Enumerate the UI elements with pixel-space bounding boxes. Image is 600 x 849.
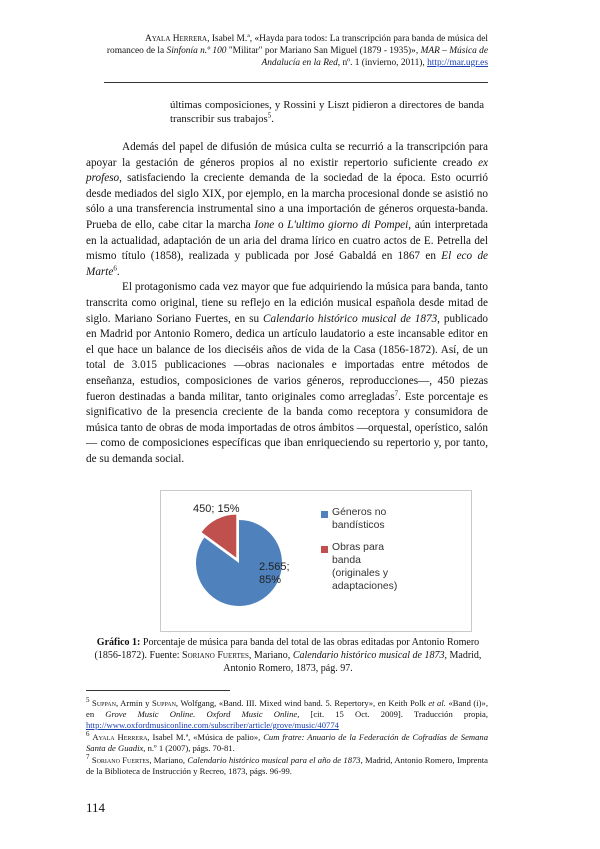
fn5-text-2: , Wolfgang, «Band. III. Mixed wind band. 5. Repertory», en Keith Polk [175,698,429,708]
fn5-italic-1: et al. [428,698,446,708]
fn5-italic-2: Grove Music Online. Oxford Music Online [105,709,298,719]
fn5-text-3: «Band (i)», en [86,698,488,719]
slice-label-text-1: 450; 15% [193,503,240,515]
p2-text-2: , publicado en Madrid por Antonio Romero, dedica un artículo laudatorio a este incansable editor en el que hace un balance de los dieciséis años de vida de la Casa (1856-1872). Así, de un total de 3.015 publicaciones —obras nacionales e importadas entre métodos de enseñanza, estudios, composiciones de varios géneros, reproducciones—, 450 piezas fueron destinadas a banda militar, tanto originales como arregladas [86,312,489,403]
footnote-num-5: 5 [86,696,90,705]
caption-text-1: Porcentaje de música para banda del total de las obras editadas por Antonio Romero (1856-1872). Fuente: [94,637,480,661]
p2-text-3: . Este porcentaje es significativo de la presencia creciente de la banda como receptora y consumidora de música tanto de obras de moda importadas de otros ámbitos —orquestal, operístico, salón— como de composiciones específicas que iban enriqueciendo su repertorio y, por tanto, de su demanda social. [86,390,488,465]
legend-1-line-0: Obras para [332,542,384,553]
figure-caption [90,636,486,675]
block-quote: últimas composiciones, y Rossini y Liszt pidieron a directores de banda transcribir sus trabajos$^5$. [170,99,484,125]
legend-0-line-1: bandísticos [332,520,385,531]
header-line1: , Isabel M.ª, «Hayda para todos: La transcripción para banda de música del [207,34,488,44]
legend-1-line-2: (originales y [332,568,389,579]
footnote-ref-5[interactable]: 5 [267,111,272,120]
footnote-7 [86,755,488,777]
p1-text-2: , satisfaciendo la creciente demanda de la sociedad de la época. Esto ocurrió desde mediados del siglo XIX, por ejemplo, en la marcha procesional donde se asistió no sólo a una transferencia instrumental sino a una importación de géneros orquesta-banda. Prueba de ello, cabe citar la marcha [86,172,488,231]
slice-label-banda [193,503,239,516]
legend-1-line-1: banda [332,555,361,566]
caption-label: Gráfico 1: [96,637,141,648]
footnote-5 [86,698,488,731]
fn5-author-1: Suppan [92,698,116,708]
fn6-text-2: , n.º 1 (2007), págs. 70-81. [143,743,235,753]
pie-chart [160,490,472,632]
header-link[interactable]: http://mar.ugr.es [427,58,488,68]
header-line3: , nº. 1 (invierno, 2011), [337,58,428,68]
footnote-ref-6[interactable]: 6 [113,264,117,273]
p1-text-3: o [274,218,288,231]
footnote-6 [86,732,488,754]
p1-text-4: , aún interpretada en la actualidad, adaptación de un aria del drama lírico en cuatro actos de E. Petrella del mismo título (1858), realizada y publicada por José Gabaldá en 1867 en [86,218,489,263]
fn7-italic: Calendario histórico musical para el año de 1873 [187,755,361,765]
quote-text: últimas composiciones, y Rossini y Liszt pidieron a directores de banda transcribir sus trabajos [170,99,484,125]
header-mar: MAR – Música de [420,46,488,56]
paragraph-1 [86,140,488,280]
legend-item-banda [332,541,397,593]
fn6-text-1: , Isabel M.ª, «Música de palio», [147,732,264,742]
footnote-num-7: 7 [86,753,90,762]
caption-italic: Calendario histórico musical de 1873 [292,650,445,661]
fn5-link[interactable]: http://www.oxfordmusiconline.com/subscriber/article/grove/music/40774 [86,720,339,730]
fn5-text-4: , [cit. 15 Oct. 2009]. Traducción propia, [297,709,489,719]
caption-text-2: , Mariano, [248,650,293,661]
footnotes [86,698,488,778]
legend-item-no-bandisticos [332,506,386,532]
legend-1-line-3: adaptaciones) [332,581,398,592]
header-author: Ayala Herrera [144,34,208,44]
p1-italic-3: L'ultimo giorno di Pompei [287,218,409,231]
header-line2: romanceo de la [106,46,167,56]
legend-0-line-0: Géneros no [332,507,387,518]
fn5-text-1: , Armin y [115,698,153,708]
p2-text-1: El protagonismo cada vez mayor que fue adquiriendo la música para banda, tanto transcrita como original, tiene su reflejo en la edición musical española desde mitad de siglo. Mariano Soriano Fuertes, en su [86,281,488,325]
body-text [86,140,488,467]
p2-italic-1: Calendario histórico musical de 1873 [263,312,438,325]
running-header [104,33,488,69]
page-number: 114 [86,800,106,815]
fn6-italic: Cum fratre: Anuario de la Federación de Cofradías de Semana Santa de Guadix [86,732,488,753]
header-sinfonia: Sinfonía n.º 100 [166,46,227,56]
fn6-author: Ayala Herrera [92,732,148,742]
header-journal: Andalucía en la Red [261,58,338,68]
legend-swatch-banda [321,546,328,553]
legend-swatch-no-bandisticos [321,511,328,518]
header-rule [104,82,488,83]
fn7-author: Soriano Fuertes [91,755,150,765]
p1-text-1: Además del papel de difusión de música culta se recurrió a la transcripción para apoyar la gestación de géneros propios al no existir repertorio suficiente creado [86,141,488,169]
paragraph-2 [86,280,488,467]
slice-label-text-0: 2.565; 85% [259,561,290,586]
p1-italic-4: El eco de Marte [86,250,489,278]
slice-label-no-bandisticos [259,561,290,587]
footnote-rule [86,690,230,691]
header-line2b: "Militar" por Mariano San Miguel (1879 - 1935)», [226,46,421,56]
caption-author: Soriano Fuertes [182,650,249,661]
footnote-num-6: 6 [86,730,90,739]
p1-italic-2: Ione [254,218,275,231]
fn7-text-2: , Madrid, Antonio Romero, Imprenta de la Biblioteca de Instrucción y Recreo, 1873, págs. 96-99. [86,755,488,776]
fn7-text-1: , Mariano, [149,755,188,765]
footnote-ref-7[interactable]: 7 [394,388,399,397]
fn5-author-2: Suppan [152,698,176,708]
p1-italic-1: ex profeso [86,156,488,185]
caption-text-3: , Madrid, Antonio Romero, 1873, pág. 97. [223,650,482,674]
p1-text-5: . [116,265,120,278]
